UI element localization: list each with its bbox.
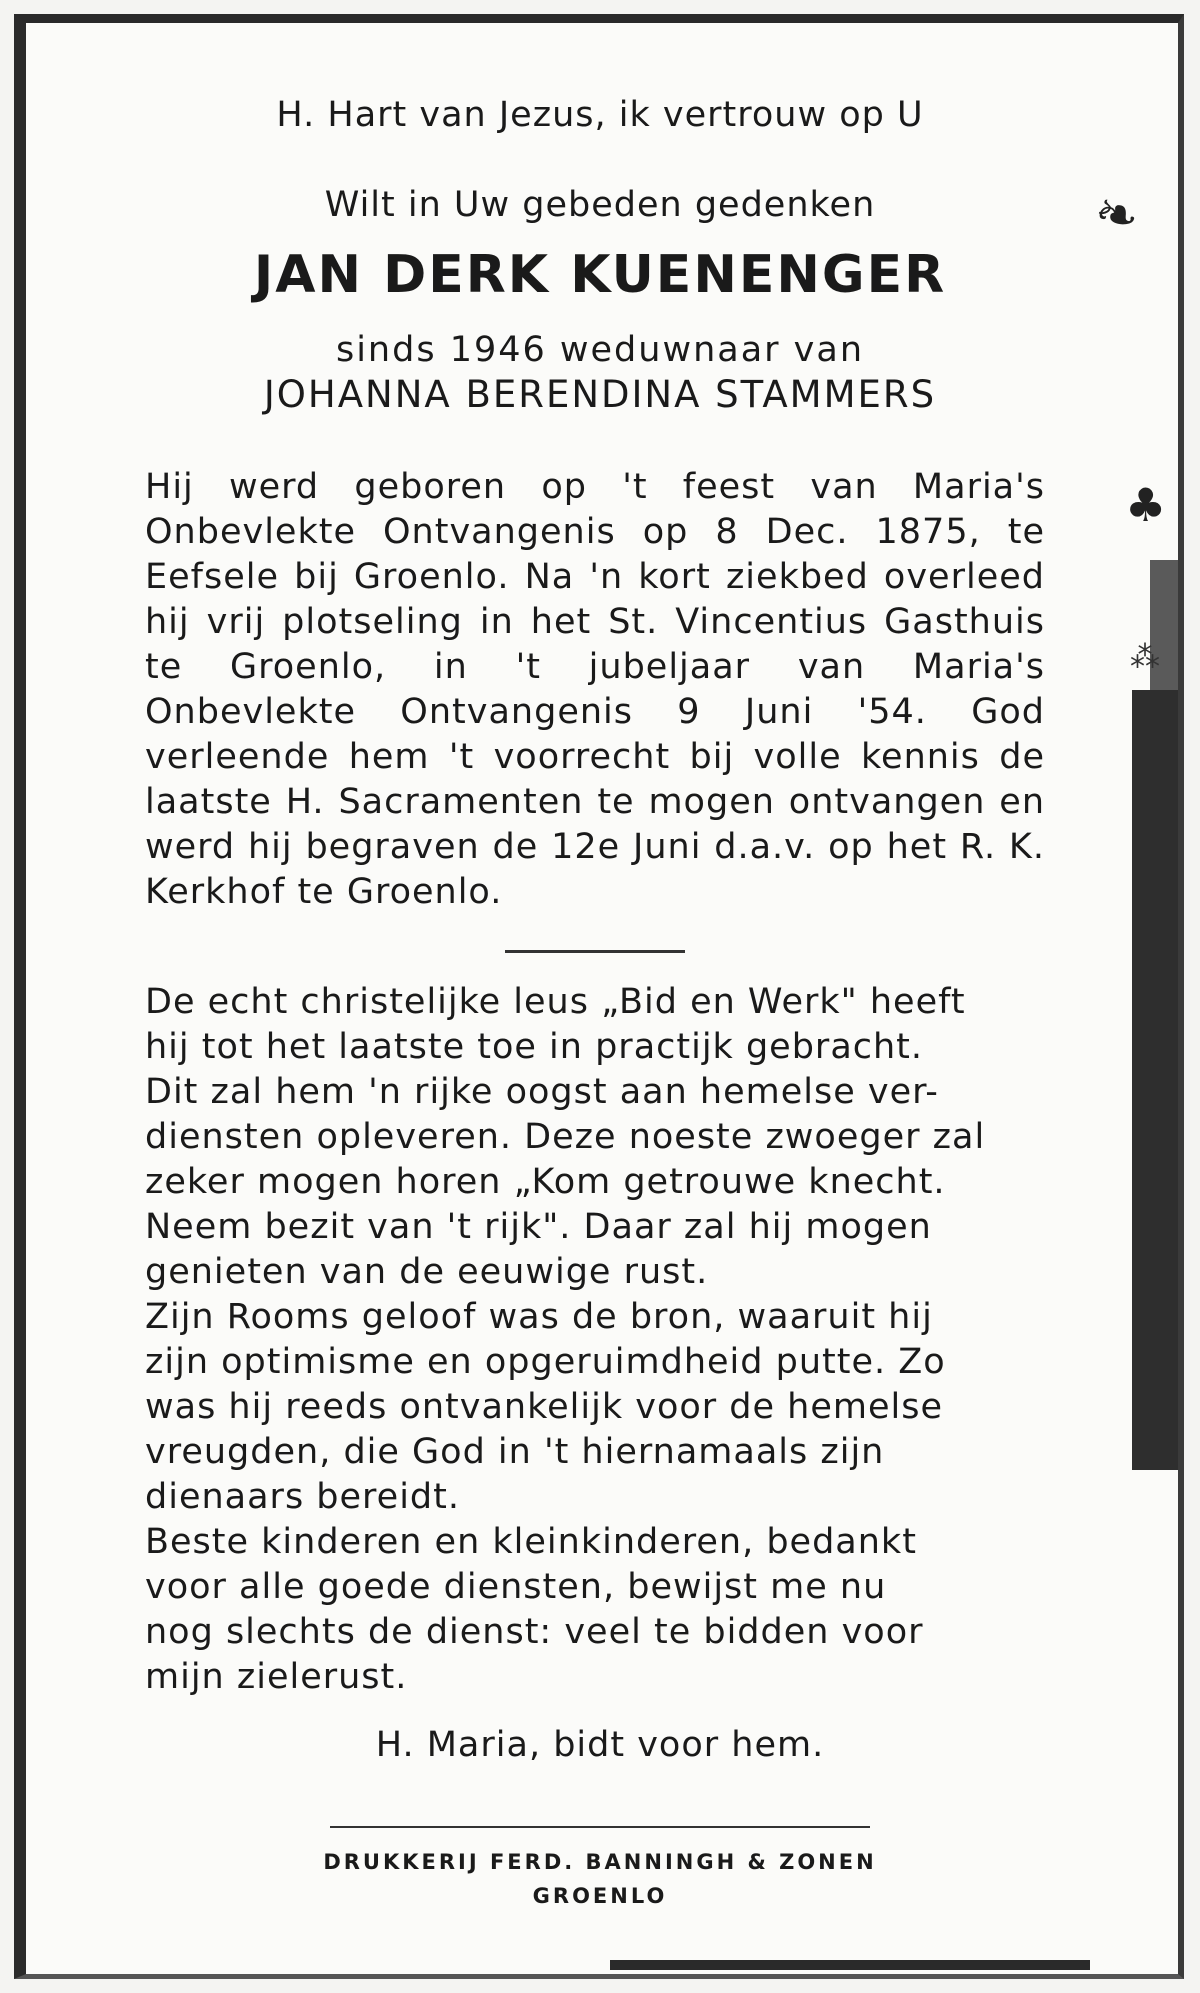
eulogy-line: was hij reeds ontvankelijk voor de hemelse [145,1387,944,1427]
eulogy-line: hij tot het laatste toe in practijk gebracht. [145,1027,924,1067]
eulogy-line: Beste kinderen en kleinkinderen, bedankt [145,1522,917,1562]
eulogy-line: dienaars bereidt. [145,1477,460,1517]
scan-artifact: ❧ [1087,180,1146,250]
eulogy-line: Neem bezit van 't rijk". Daar zal hij mogen [145,1207,932,1247]
biography-paragraph: Hij werd geboren op 't feest van Maria's Onbevlekte Ontvangenis op 8 Dec. 1875, te Eefsele bij Groenlo. Na 'n kort ziekbed overleed hij vrij plotseling in het St. Vincentius Gasthuis te Groenlo, in 't jubeljaar van Maria's Onbevlekte Ontvangenis 9 Juni '54. God verleende hem 't voorrecht bij volle kennis de laatste H. Sacramenten te mogen ontvangen en werd hij begraven de 12e Juni d.a.v. op het R. K. Kerkhof te Groenlo. [145,467,1045,912]
printer-rule [330,1826,870,1828]
invocation-line: H. Hart van Jezus, ik vertrouw op U [276,95,924,135]
eulogy-line: vreugden, die God in 't hiernamaals zijn [145,1432,885,1472]
eulogy-line: Dit zal hem 'n rijke oogst aan hemelse ver- [145,1072,939,1112]
section-divider [505,950,685,953]
printer-name: DRUKKERIJ FERD. BANNINGH & ZONEN [323,1850,877,1874]
spouse-name: JOHANNA BERENDINA STAMMERS [263,373,937,416]
closing-prayer: H. Maria, bidt voor hem. [375,1725,825,1765]
eulogy-line: De echt christelijke leus „Bid en Werk" heeft [145,982,966,1022]
eulogy-paragraph [145,980,1045,1700]
scan-edge-shadow [1150,560,1178,700]
eulogy-line: diensten opleveren. Deze noeste zwoeger zal [145,1117,986,1157]
eulogy-line: genieten van de eeuwige rust. [145,1252,709,1292]
eulogy-line: zeker mogen horen „Kom getrouwe knecht. [145,1162,946,1202]
deceased-name: JAN DERK KUENENGER [253,245,947,305]
eulogy-line: Zijn Rooms geloof was de bron, waaruit hij [145,1297,933,1337]
eulogy-line: mijn zielerust. [145,1657,408,1697]
eulogy-line: zijn optimisme en opgeruimdheid putte. Zo [145,1342,946,1382]
printer-place: GROENLO [532,1884,668,1908]
widower-line: sinds 1946 weduwnaar van [335,330,865,370]
eulogy-line: nog slechts de dienst: veel te bidden voor [145,1612,924,1652]
eulogy-line: voor alle goede diensten, bewijst me nu [145,1567,887,1607]
scan-edge-shadow [610,1960,1090,1970]
scan-edge-shadow [1132,690,1178,1470]
intro-line: Wilt in Uw gebeden gedenken [324,185,876,225]
scan-artifact: ♣ [1125,478,1167,532]
scan-artifact: ⁂ [1130,640,1160,675]
